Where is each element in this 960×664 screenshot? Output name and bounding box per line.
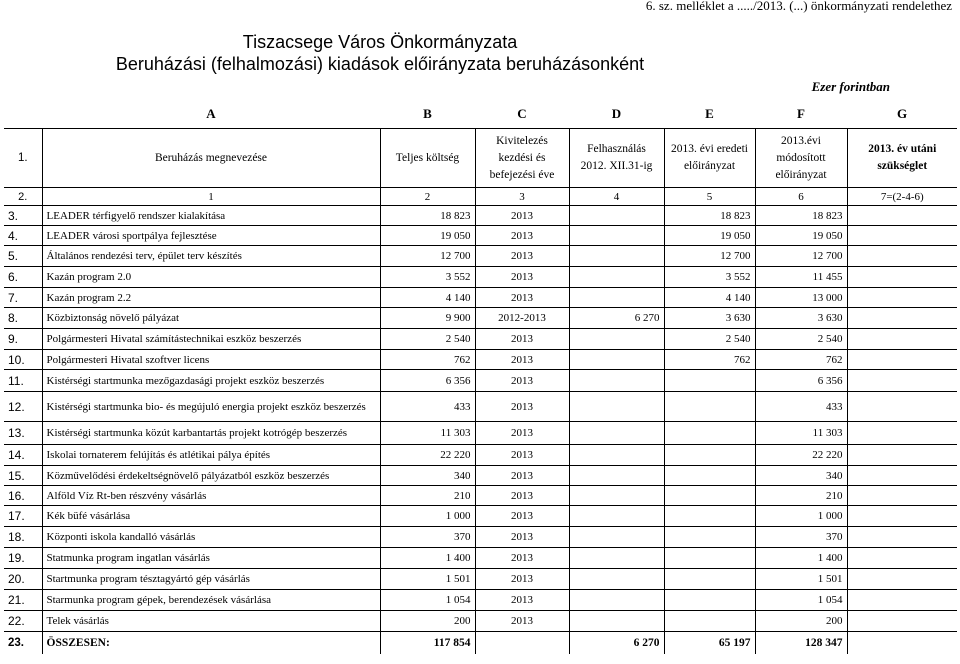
used-cell [569, 267, 664, 288]
original-cell [664, 569, 755, 590]
used-cell [569, 548, 664, 569]
total-modified-cell: 128 347 [755, 632, 847, 654]
page-title: Tiszacsege Város Önkormányzata [242, 32, 518, 52]
row-index: 4. [4, 226, 42, 246]
row-index: 10. [4, 350, 42, 370]
modified-cell: 340 [755, 466, 847, 486]
column-letter: A [206, 106, 216, 121]
column-number: 5 [664, 188, 755, 206]
after-cell [847, 527, 957, 548]
years-cell: 2013 [475, 422, 569, 445]
row-index: 19. [4, 548, 42, 569]
after-cell [847, 590, 957, 611]
total-cost-cell: 12 700 [380, 246, 475, 267]
original-cell: 762 [664, 350, 755, 370]
table-row [4, 288, 957, 308]
column-number: 4 [569, 188, 664, 206]
after-cell [847, 569, 957, 590]
original-cell [664, 466, 755, 486]
header-used: Felhasználás 2012. XII.31-ig [569, 129, 664, 188]
column-number: 2 [380, 188, 475, 206]
total-cost-cell: 340 [380, 466, 475, 486]
total-after-cell [847, 632, 957, 654]
years-cell: 2013 [475, 267, 569, 288]
years-cell: 2013 [475, 246, 569, 267]
column-letter: G [896, 106, 908, 121]
used-cell [569, 506, 664, 527]
row-index: 9. [4, 329, 42, 350]
modified-cell: 12 700 [755, 246, 847, 267]
header-index: 1. [4, 129, 42, 188]
row-name: Kazán program 2.2 [42, 288, 380, 308]
row-name: Alföld Víz Rt-ben részvény vásárlás [42, 486, 380, 506]
row-index: 12. [4, 392, 42, 422]
total-cost-cell: 1 054 [380, 590, 475, 611]
after-cell [847, 329, 957, 350]
header-total-cost: Teljes költség [380, 129, 475, 188]
original-cell [664, 506, 755, 527]
original-cell: 12 700 [664, 246, 755, 267]
row-index: 17. [4, 506, 42, 527]
total-original-cell: 65 197 [664, 632, 755, 654]
column-number: 7=(2-4-6) [847, 188, 957, 206]
row-index: 13. [4, 422, 42, 445]
column-letter: F [797, 106, 805, 121]
years-cell: 2013 [475, 590, 569, 611]
total-cost-cell: 11 303 [380, 422, 475, 445]
row-index: 23. [8, 636, 24, 649]
total-cost-cell: 200 [380, 611, 475, 632]
total-cost-cell: 2 540 [380, 329, 475, 350]
after-cell [847, 288, 957, 308]
years-cell: 2013 [475, 206, 569, 226]
total-cost-cell: 6 356 [380, 370, 475, 392]
modified-cell: 2 540 [755, 329, 847, 350]
table-row [4, 590, 957, 611]
original-cell [664, 527, 755, 548]
modified-cell: 1 054 [755, 590, 847, 611]
modified-cell: 1 400 [755, 548, 847, 569]
modified-cell: 3 630 [755, 308, 847, 329]
header-row [4, 129, 957, 188]
total-cost-cell: 19 050 [380, 226, 475, 246]
table-row [4, 569, 957, 590]
header-original: 2013. évi eredeti előirányzat [664, 129, 755, 188]
used-cell [569, 527, 664, 548]
original-cell: 19 050 [664, 226, 755, 246]
original-cell [664, 611, 755, 632]
table-row [4, 370, 957, 392]
row-index: 5. [4, 246, 42, 267]
table-row [4, 548, 957, 569]
table-row [4, 392, 957, 422]
table-row [4, 350, 957, 370]
row-index: 3. [4, 206, 42, 226]
years-cell: 2013 [475, 506, 569, 527]
row-name: Központi iskola kandalló vásárlás [42, 527, 380, 548]
years-cell: 2013 [475, 466, 569, 486]
row-name: Kistérségi startmunka mezőgazdasági projekt eszköz beszerzés [42, 370, 380, 392]
used-cell: 6 270 [569, 308, 664, 329]
after-cell [847, 246, 957, 267]
used-cell [569, 611, 664, 632]
table-row [4, 329, 957, 350]
years-cell: 2013 [475, 569, 569, 590]
after-cell [847, 267, 957, 288]
original-cell [664, 486, 755, 506]
row-index: 8. [4, 308, 42, 329]
row-name: Kistérségi startmunka közút karbantartás projekt kotrógép beszerzés [42, 422, 380, 445]
table-row [4, 226, 957, 246]
table-row [4, 206, 957, 226]
modified-cell: 762 [755, 350, 847, 370]
row-name: Startmunka program tésztagyártó gép vásárlás [42, 569, 380, 590]
column-letter: E [705, 106, 714, 121]
row-index: 21. [4, 590, 42, 611]
column-letters-row [4, 100, 957, 129]
table-row [4, 506, 957, 527]
modified-cell: 11 303 [755, 422, 847, 445]
total-cost-cell: 1 501 [380, 569, 475, 590]
after-cell [847, 392, 957, 422]
row-name: Általános rendezési terv, épület terv készítés [42, 246, 380, 267]
after-cell [847, 370, 957, 392]
column-number: 3 [475, 188, 569, 206]
row-name: Statmunka program ingatlan vásárlás [42, 548, 380, 569]
used-cell [569, 392, 664, 422]
total-cost-cell: 4 140 [380, 288, 475, 308]
row-name: Kazán program 2.0 [42, 267, 380, 288]
used-cell [569, 226, 664, 246]
row-index: 15. [4, 466, 42, 486]
original-cell [664, 590, 755, 611]
row-name: Iskolai tornaterem felújítás és atlétikai pálya építés [42, 445, 380, 466]
years-cell: 2013 [475, 329, 569, 350]
row-name: LEADER városi sportpálya fejlesztése [42, 226, 380, 246]
used-cell [569, 246, 664, 267]
column-letter: D [611, 106, 622, 121]
modified-cell: 18 823 [755, 206, 847, 226]
after-cell [847, 548, 957, 569]
total-cost-cell: 9 900 [380, 308, 475, 329]
header-modified: 2013.évi módosított előirányzat [755, 129, 847, 188]
after-cell [847, 206, 957, 226]
original-cell [664, 392, 755, 422]
years-cell: 2012-2013 [475, 308, 569, 329]
total-cost-cell: 22 220 [380, 445, 475, 466]
original-cell: 4 140 [664, 288, 755, 308]
modified-cell: 6 356 [755, 370, 847, 392]
row-name: Közbiztonság növelő pályázat [42, 308, 380, 329]
total-cost-cell: 433 [380, 392, 475, 422]
total-cost-cell: 370 [380, 527, 475, 548]
column-number: 2. [4, 188, 42, 206]
modified-cell: 200 [755, 611, 847, 632]
header-years: Kivitelezés kezdési és befejezési éve [475, 129, 569, 188]
table-row [4, 486, 957, 506]
total-cost-cell: 1 000 [380, 506, 475, 527]
modified-cell: 19 050 [755, 226, 847, 246]
table-row [4, 308, 957, 329]
page-subtitle: Beruházási (felhalmozási) kiadások előirányzata beruházásonként [115, 54, 645, 74]
original-cell: 18 823 [664, 206, 755, 226]
column-letter: B [423, 106, 432, 121]
total-cost-cell: 210 [380, 486, 475, 506]
column-letter: C [517, 106, 527, 121]
row-name: Polgármesteri Hivatal számítástechnikai eszköz beszerzés [42, 329, 380, 350]
row-name: Kék büfé vásárlása [42, 506, 380, 527]
years-cell: 2013 [475, 548, 569, 569]
table-row [4, 611, 957, 632]
modified-cell: 1 501 [755, 569, 847, 590]
years-cell: 2013 [475, 486, 569, 506]
used-cell [569, 370, 664, 392]
total-cost-cell: 18 823 [380, 206, 475, 226]
used-cell [569, 445, 664, 466]
row-name: Közművelődési érdekeltségnövelő pályázatból eszköz beszerzés [42, 466, 380, 486]
row-name: Starmunka program gépek, berendezések vásárlása [42, 590, 380, 611]
after-cell [847, 611, 957, 632]
years-cell: 2013 [475, 370, 569, 392]
after-cell [847, 445, 957, 466]
total-cost-cell: 117 854 [380, 632, 475, 654]
used-cell [569, 350, 664, 370]
years-cell: 2013 [475, 288, 569, 308]
row-index: 7. [4, 288, 42, 308]
table-row [4, 422, 957, 445]
total-cost-cell: 3 552 [380, 267, 475, 288]
table-row [4, 527, 957, 548]
original-cell [664, 548, 755, 569]
original-cell: 3 630 [664, 308, 755, 329]
row-index: 22. [4, 611, 42, 632]
years-cell: 2013 [475, 611, 569, 632]
appendix-note: 6. sz. melléklet a ...../2013. (...) önkormányzati rendelethez [645, 0, 952, 13]
original-cell [664, 422, 755, 445]
used-cell [569, 569, 664, 590]
table-row [4, 445, 957, 466]
header-name: Beruházás megnevezése [42, 129, 380, 188]
total-label: ÖSSZESEN: [42, 632, 380, 654]
row-name: Telek vásárlás [42, 611, 380, 632]
investment-table [4, 100, 957, 654]
table-row [4, 246, 957, 267]
after-cell [847, 486, 957, 506]
years-cell: 2013 [475, 392, 569, 422]
total-years-cell [475, 632, 569, 654]
used-cell [569, 590, 664, 611]
used-cell [569, 206, 664, 226]
row-index: 6. [4, 267, 42, 288]
after-cell [847, 308, 957, 329]
modified-cell: 22 220 [755, 445, 847, 466]
table-row [4, 466, 957, 486]
row-index: 20. [4, 569, 42, 590]
total-cost-cell: 762 [380, 350, 475, 370]
used-cell [569, 422, 664, 445]
header-after: 2013. év utáni szükséglet [847, 129, 957, 188]
column-number: 1 [42, 188, 380, 206]
original-cell: 2 540 [664, 329, 755, 350]
after-cell [847, 226, 957, 246]
used-cell [569, 466, 664, 486]
row-index: 14. [4, 445, 42, 466]
years-cell: 2013 [475, 445, 569, 466]
modified-cell: 11 455 [755, 267, 847, 288]
after-cell [847, 350, 957, 370]
currency-unit: Ezer forintban [811, 79, 890, 94]
row-index: 11. [4, 370, 42, 392]
after-cell [847, 506, 957, 527]
after-cell [847, 466, 957, 486]
modified-cell: 13 000 [755, 288, 847, 308]
used-cell [569, 288, 664, 308]
row-name: Kistérségi startmunka bio- és megújuló energia projekt eszköz beszerzés [42, 392, 380, 422]
row-index: 18. [4, 527, 42, 548]
modified-cell: 210 [755, 486, 847, 506]
used-cell [569, 329, 664, 350]
after-cell [847, 422, 957, 445]
used-cell [569, 486, 664, 506]
row-index: 16. [4, 486, 42, 506]
row-name: LEADER térfigyelő rendszer kialakítása [42, 206, 380, 226]
total-row [4, 632, 957, 654]
table-row [4, 267, 957, 288]
row-name: Polgármesteri Hivatal szoftver licens [42, 350, 380, 370]
modified-cell: 370 [755, 527, 847, 548]
modified-cell: 1 000 [755, 506, 847, 527]
column-number: 6 [755, 188, 847, 206]
modified-cell: 433 [755, 392, 847, 422]
original-cell [664, 445, 755, 466]
original-cell [664, 370, 755, 392]
original-cell: 3 552 [664, 267, 755, 288]
years-cell: 2013 [475, 350, 569, 370]
total-cost-cell: 1 400 [380, 548, 475, 569]
column-numbers-row [4, 188, 957, 206]
years-cell: 2013 [475, 527, 569, 548]
years-cell: 2013 [475, 226, 569, 246]
total-used-cell: 6 270 [569, 632, 664, 654]
